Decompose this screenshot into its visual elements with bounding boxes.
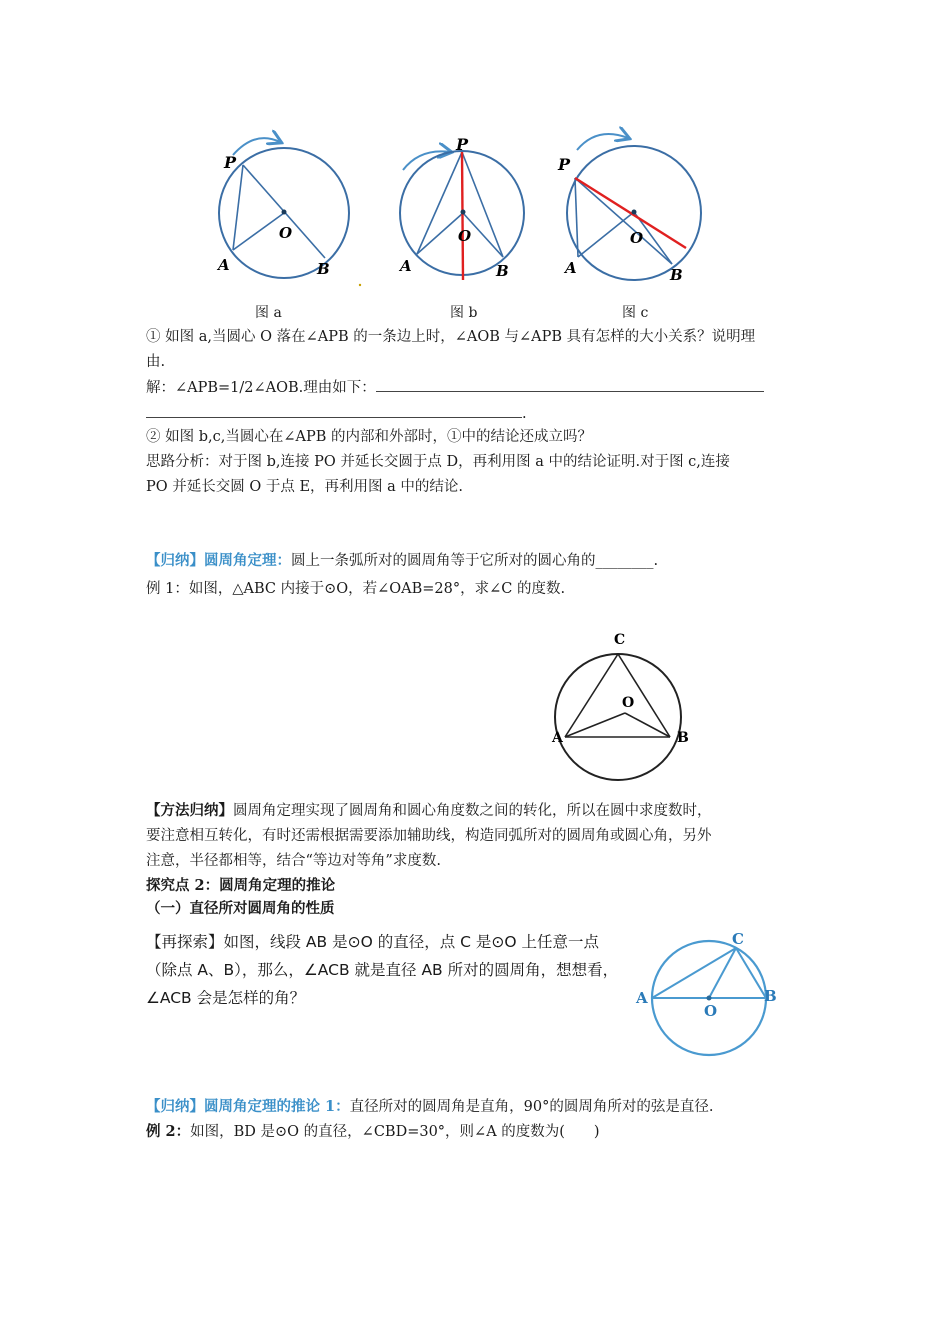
label-p-a: P: [224, 153, 237, 172]
label-a-b: A: [400, 257, 412, 275]
label-o-reexplore: O: [704, 1002, 718, 1020]
point2-subtitle: （一）直径所对圆周角的性质: [146, 900, 335, 917]
summary-theorem-end: .: [653, 553, 659, 569]
example2-text: 如图，BD 是⊙O 的直径，∠CBD=30°，则∠A 的度数为( ): [190, 1124, 600, 1140]
label-b-reexplore: B: [764, 987, 777, 1005]
label-o-b: O: [458, 227, 472, 245]
answer-blank-2[interactable]: [146, 403, 522, 418]
label-b-ex1: B: [677, 730, 689, 746]
label-b-c: B: [670, 266, 683, 284]
summary-corollary-tag: 【归纳】圆周角定理的推论 1：: [146, 1098, 350, 1115]
label-c-ex1: C: [614, 632, 626, 648]
figure-b: [398, 135, 524, 280]
caption-a: 图 a: [255, 305, 282, 321]
label-b-a: B: [317, 260, 330, 278]
q1-solution: [146, 377, 764, 398]
label-c-reexplore: C: [732, 930, 744, 948]
point2-title: 探究点 2：圆周角定理的推论: [146, 877, 336, 894]
answer-blank-1[interactable]: [376, 377, 764, 392]
label-a-ex1: A: [552, 730, 563, 746]
example2: [146, 1122, 600, 1142]
label-o-c: O: [630, 229, 644, 247]
label-o-a: O: [279, 224, 293, 242]
figure-example1: [545, 625, 705, 800]
circle-ex1: [555, 654, 681, 780]
label-p-b: P: [456, 135, 469, 154]
caption-c: 图 c: [622, 305, 649, 321]
summary-theorem-text: 圆上一条弧所对的圆周角等于它所对的圆心角的: [291, 553, 596, 569]
q1-solution-prefix: 解：∠APB=1/2∠AOB.理由如下：: [146, 380, 376, 396]
method-text1: 圆周角定理实现了圆周角和圆心角度数之间的转化，所以在圆中求度数时，: [233, 803, 712, 819]
summary-corollary: [146, 1097, 713, 1117]
reexplore-line2: （除点 A、B），那么，∠ACB 就是直径 AB 所对的圆周角，想想看，: [146, 961, 619, 979]
rotation-arrow-a: [233, 138, 280, 155]
label-a-c: A: [565, 259, 577, 277]
q1-solution-cont: [146, 403, 527, 424]
summary-corollary-text: 直径所对的圆周角是直角，90°的圆周角所对的弦是直径.: [349, 1099, 714, 1115]
summary-theorem: [146, 551, 658, 571]
caption-b: 图 b: [450, 305, 478, 321]
label-a-a: A: [218, 256, 230, 274]
example2-tag: 例 2：: [146, 1123, 191, 1140]
summary-theorem-blank[interactable]: ________: [595, 553, 654, 569]
figures-abc: [0, 0, 950, 300]
label-o-ex1: O: [622, 695, 635, 711]
method-tag: 【方法归纳】: [146, 802, 233, 819]
q1-end-dot: .: [522, 406, 527, 422]
method-line3: 注意，半径都相等，结合“等边对等角”求度数.: [146, 853, 441, 869]
label-p-c: P: [558, 155, 571, 174]
label-a-reexplore: A: [636, 989, 648, 1007]
reexplore-line1: 【再探索】如图，线段 AB 是⊙O 的直径，点 C 是⊙O 上任意一点: [146, 933, 599, 951]
q2-analysis2: PO 并延长交圆 O 于点 E，再利用图 a 中的结论.: [146, 479, 464, 495]
figure-c: [557, 134, 701, 284]
red-diameter-b: [462, 152, 463, 280]
label-b-b: B: [496, 262, 509, 280]
q2-analysis1: 思路分析：对于图 b,连接 PO 并延长交圆于点 D，再利用图 a 中的结论证明.对于图 c,连接: [146, 454, 730, 470]
method-line2: 要注意相互转化，有时还需根据需要添加辅助线，构造同弧所对的圆周角或圆心角，另外: [146, 828, 712, 844]
q1-line2: 由.: [146, 354, 166, 370]
example1-text: 例 1：如图，△ABC 内接于⊙O，若∠OAB=28°，求∠C 的度数.: [146, 581, 566, 597]
reexplore-line3: ∠ACB 会是怎样的角？: [146, 989, 306, 1007]
figure-reexplore: [628, 928, 788, 1063]
method-line1: [146, 801, 712, 821]
q2-line1: ② 如图 b,c,当圆心在∠APB 的内部和外部时，①中的结论还成立吗？: [146, 429, 592, 445]
figure-a: [216, 138, 349, 278]
summary-theorem-tag: 【归纳】圆周角定理：: [146, 552, 291, 569]
q1-line1: ① 如图 a,当圆心 O 落在∠APB 的一条边上时，∠AOB 与∠APB 具有怎样的大小关系？说明理: [146, 329, 756, 345]
